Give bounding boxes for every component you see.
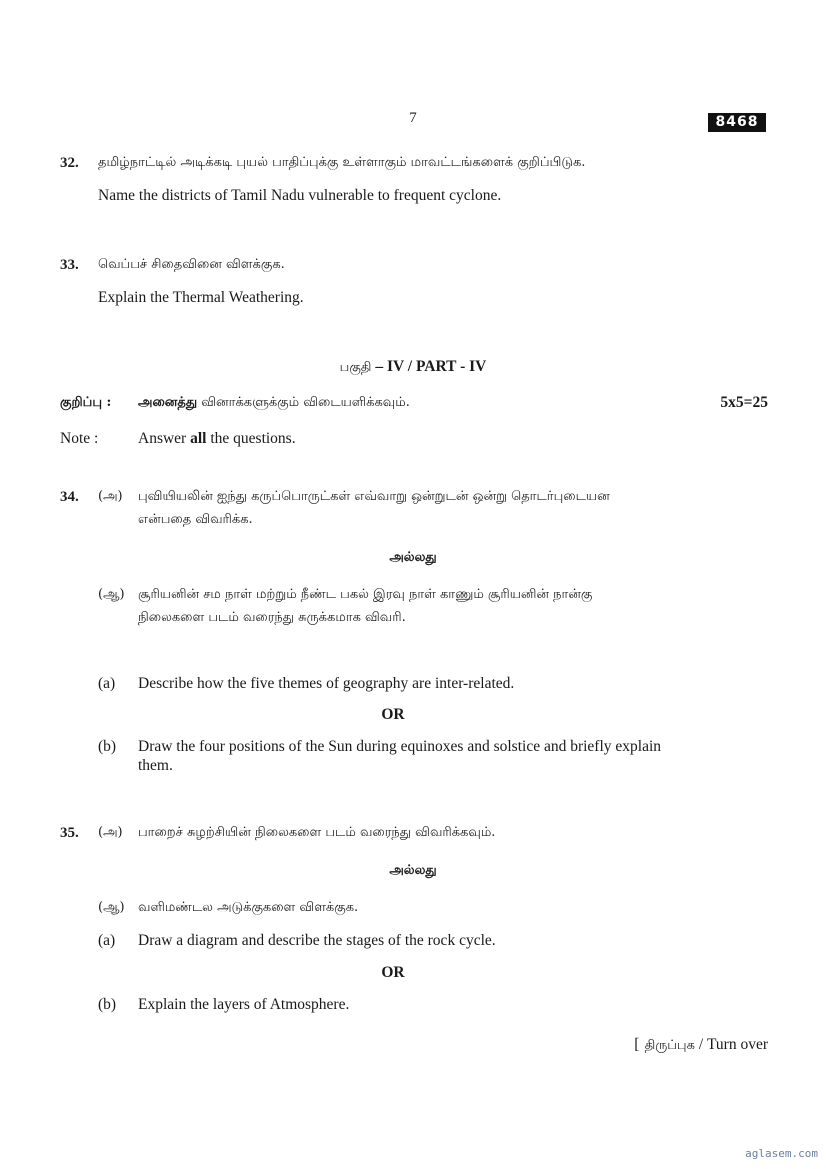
question-number-34: 34. [60, 489, 79, 505]
q35-a-marker-tamil: (அ) [98, 825, 123, 840]
turn-over-bracket: [ [634, 1036, 640, 1053]
q34-or-tamil: அல்லது [389, 550, 437, 565]
q34-a-tamil-line2: என்பதை விவரிக்க. [138, 512, 253, 527]
q34-or-english: OR [381, 706, 405, 723]
note-text-tamil [138, 394, 410, 412]
page-number: 7 [409, 110, 417, 126]
q35-b-english: Explain the layers of Atmosphere. [138, 996, 350, 1013]
note-label: Note : [60, 430, 99, 447]
turn-over [634, 1034, 768, 1055]
section-heading [0, 356, 826, 377]
q33-tamil: வெப்பச் சிதைவினை விளக்குக. [98, 257, 285, 272]
q35-b-marker: (b) [98, 996, 117, 1013]
q34-a-tamil-line1: புவியியலின் ஐந்து கருப்பொருட்கள் எவ்வாறு ஒன்றுடன் ஒன்று தொடர்புடையன [138, 489, 610, 504]
note-post: the questions. [206, 430, 296, 447]
q34-a-english: Describe how the five themes of geography are inter-related. [138, 675, 515, 692]
question-number-33: 33. [60, 257, 79, 273]
q34-a-marker-tamil: (அ) [98, 489, 123, 504]
section-heading-tamil: பகுதி [339, 360, 372, 375]
q34-b-tamil-line2: நிலைகளை படம் வரைந்து சுருக்கமாக விவரி. [138, 610, 406, 625]
paper-code-badge: 8468 [708, 113, 766, 132]
q32-english: Name the districts of Tamil Nadu vulnerable to frequent cyclone. [98, 187, 502, 204]
q35-a-english: Draw a diagram and describe the stages of the rock cycle. [138, 932, 496, 949]
note-all: all [190, 430, 207, 447]
q35-a-marker: (a) [98, 932, 116, 949]
q34-b-english-line1: Draw the four positions of the Sun during equinoxes and solstice and briefly explain [138, 738, 662, 755]
note-pre: Answer [138, 430, 191, 447]
question-number-32: 32. [60, 155, 79, 171]
q34-b-english-line2: them. [138, 757, 173, 774]
q35-or-english: OR [381, 964, 405, 981]
note-text [138, 430, 296, 448]
q32-tamil: தமிழ்நாட்டில் அடிக்கடி புயல் பாதிப்புக்கு உள்ளாகும் மாவட்டங்களைக் குறிப்பிடுக. [98, 155, 586, 170]
watermark: aglasem.com [745, 1147, 818, 1160]
q34-b-marker: (b) [98, 738, 117, 755]
q33-english: Explain the Thermal Weathering. [98, 289, 304, 306]
note-all-tamil: அனைத்து [138, 395, 198, 410]
note-rest-tamil: வினாக்களுக்கும் விடையளிக்கவும். [201, 395, 410, 410]
section-heading-part: – IV / PART - IV [371, 358, 487, 375]
q34-b-marker-tamil: (ஆ) [98, 587, 125, 602]
marks-allocation: 5x5=25 [720, 394, 768, 411]
q34-a-marker: (a) [98, 675, 116, 692]
turn-over-tamil: திருப்புக [644, 1038, 695, 1053]
q35-b-marker-tamil: (ஆ) [98, 900, 125, 915]
question-number-35: 35. [60, 825, 79, 841]
turn-over-english: / Turn over [694, 1036, 768, 1053]
q34-b-tamil-line1: சூரியனின் சம நாள் மற்றும் நீண்ட பகல் இரவு நாள் காணும் சூரியனின் நான்கு [138, 587, 593, 602]
note-label-tamil: குறிப்பு : [60, 395, 112, 410]
q35-a-tamil: பாறைச் சுழற்சியின் நிலைகளை படம் வரைந்து விவரிக்கவும். [138, 825, 496, 840]
q35-or-tamil: அல்லது [389, 863, 437, 878]
q35-b-tamil: வளிமண்டல அடுக்குகளை விளக்குக. [138, 900, 359, 915]
